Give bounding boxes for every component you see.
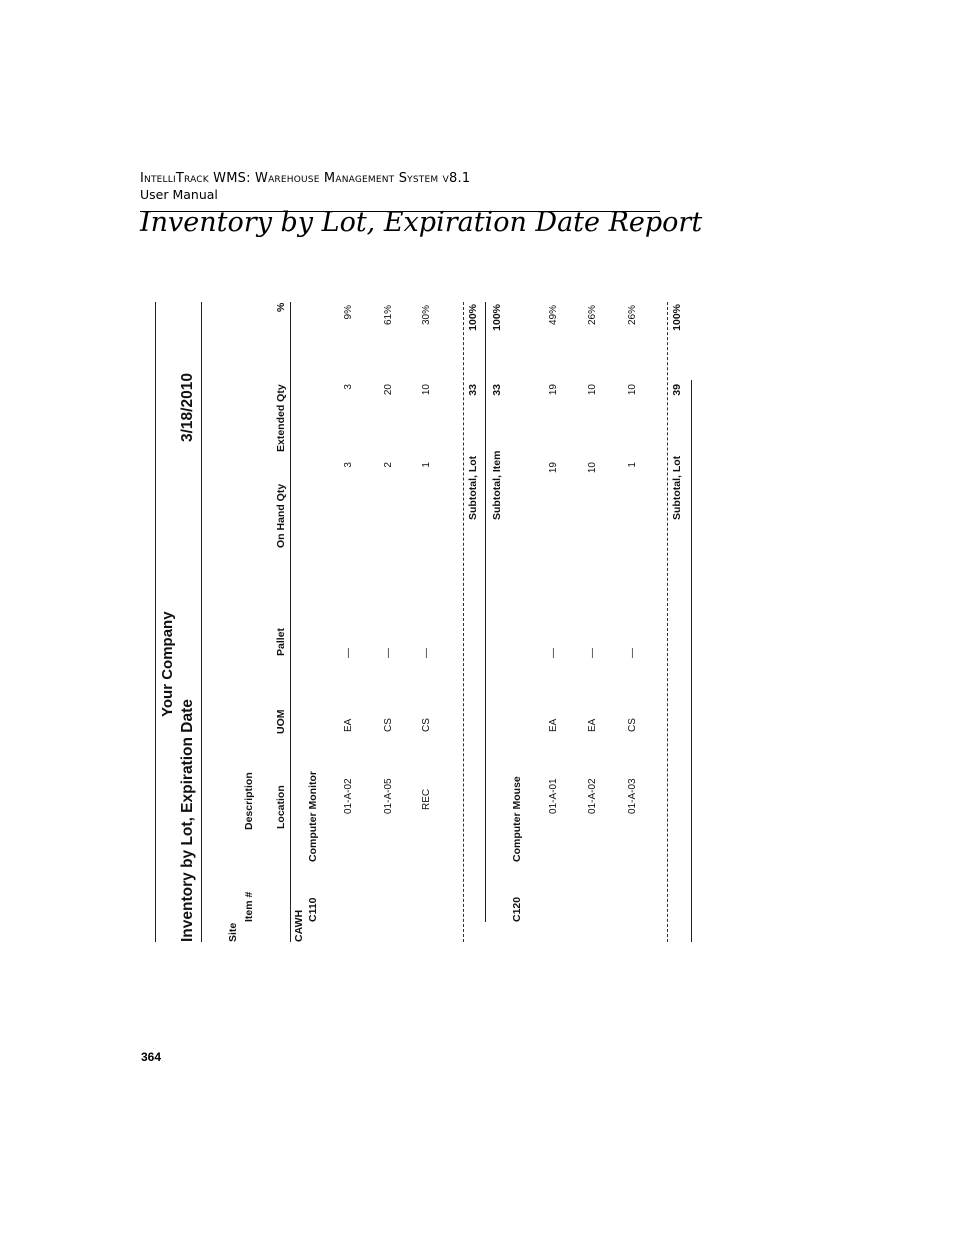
row-on-hand: 1	[627, 462, 638, 468]
row-extended: 20	[383, 384, 394, 396]
title-rule	[201, 302, 202, 942]
subtotal-lot-pct: 100%	[671, 304, 683, 331]
report-date: 3/18/2010	[179, 373, 196, 442]
row-location: 01-A-03	[627, 778, 638, 814]
row-pct: 49%	[548, 305, 559, 326]
subtotal-lot-label: Subtotal, Lot	[671, 455, 683, 520]
row-extended: 19	[548, 384, 559, 396]
row-pallet: —	[383, 648, 394, 658]
item-number: C110	[307, 897, 319, 922]
subtotal-lot-extended: 33	[467, 384, 479, 396]
date-rule	[201, 378, 202, 380]
col-uom: UOM	[275, 709, 287, 734]
row-location: REC	[421, 788, 432, 810]
row-on-hand: 2	[383, 462, 394, 468]
subtotal-item-label: Subtotal, Item	[491, 450, 503, 520]
row-location: 01-A-02	[343, 778, 354, 814]
row-pallet: —	[548, 648, 559, 658]
row-uom: CS	[627, 718, 638, 732]
item-subtotal-rule	[485, 302, 486, 922]
subtotal-lot-extended: 39	[671, 384, 683, 396]
row-on-hand: 19	[548, 462, 559, 474]
subtotal-item-extended: 33	[491, 384, 503, 396]
report-bottom-rule	[691, 380, 692, 942]
subtotal-lot-pct: 100%	[467, 304, 479, 331]
page-number: 364	[141, 1050, 162, 1064]
product-name: IntelliTrack WMS: Warehouse Management System v8.1	[140, 171, 471, 186]
lot-dashed-rule	[463, 302, 464, 942]
row-location: 01-A-05	[383, 778, 394, 814]
row-pct: 30%	[421, 305, 432, 326]
item-number: C120	[511, 896, 523, 922]
item-description: Computer Monitor	[307, 771, 319, 862]
header-bottom-rule	[290, 302, 291, 942]
col-extended: Extended Qty	[275, 384, 287, 452]
subtotal-lot-label: Subtotal, Lot	[467, 455, 479, 520]
report-image	[155, 302, 695, 942]
row-uom: EA	[587, 718, 598, 732]
row-on-hand: 10	[587, 462, 598, 474]
row-uom: CS	[383, 718, 394, 732]
page-title: Inventory by Lot, Expiration Date Report	[140, 207, 703, 238]
col-item: Item #	[243, 891, 255, 922]
row-pct: 26%	[587, 305, 598, 326]
col-location: Location	[275, 785, 287, 829]
row-on-hand: 3	[343, 462, 354, 468]
col-on-hand: On Hand Qty	[275, 483, 287, 548]
row-location: 01-A-02	[587, 778, 598, 814]
report-title: Inventory by Lot, Expiration Date	[179, 699, 196, 942]
row-extended: 10	[627, 384, 638, 396]
row-extended: 3	[343, 384, 354, 390]
item-description: Computer Mouse	[511, 776, 523, 862]
lot-dashed-rule	[667, 302, 668, 942]
report-top-rule	[155, 302, 156, 942]
row-pallet: —	[627, 648, 638, 658]
row-extended: 10	[421, 384, 432, 396]
manual-subtitle: User Manual	[140, 187, 218, 202]
row-extended: 10	[587, 384, 598, 396]
row-pallet: —	[587, 648, 598, 658]
site-value: CAWH	[293, 909, 305, 942]
running-header	[140, 171, 470, 202]
row-pct: 9%	[343, 305, 354, 320]
col-pallet: Pallet	[275, 627, 287, 656]
row-uom: CS	[421, 718, 432, 732]
report-company: Your Company	[159, 611, 176, 717]
subtotal-item-pct: 100%	[491, 304, 503, 331]
row-location: 01-A-01	[548, 778, 559, 814]
row-pct: 61%	[383, 305, 394, 326]
col-site: Site	[227, 922, 239, 942]
row-uom: EA	[548, 718, 559, 732]
row-pallet: —	[343, 648, 354, 658]
row-pallet: —	[421, 648, 432, 658]
col-description: Description	[243, 772, 255, 830]
row-on-hand: 1	[421, 462, 432, 468]
row-uom: EA	[343, 718, 354, 732]
col-pct: %	[275, 302, 287, 312]
row-pct: 26%	[627, 305, 638, 326]
